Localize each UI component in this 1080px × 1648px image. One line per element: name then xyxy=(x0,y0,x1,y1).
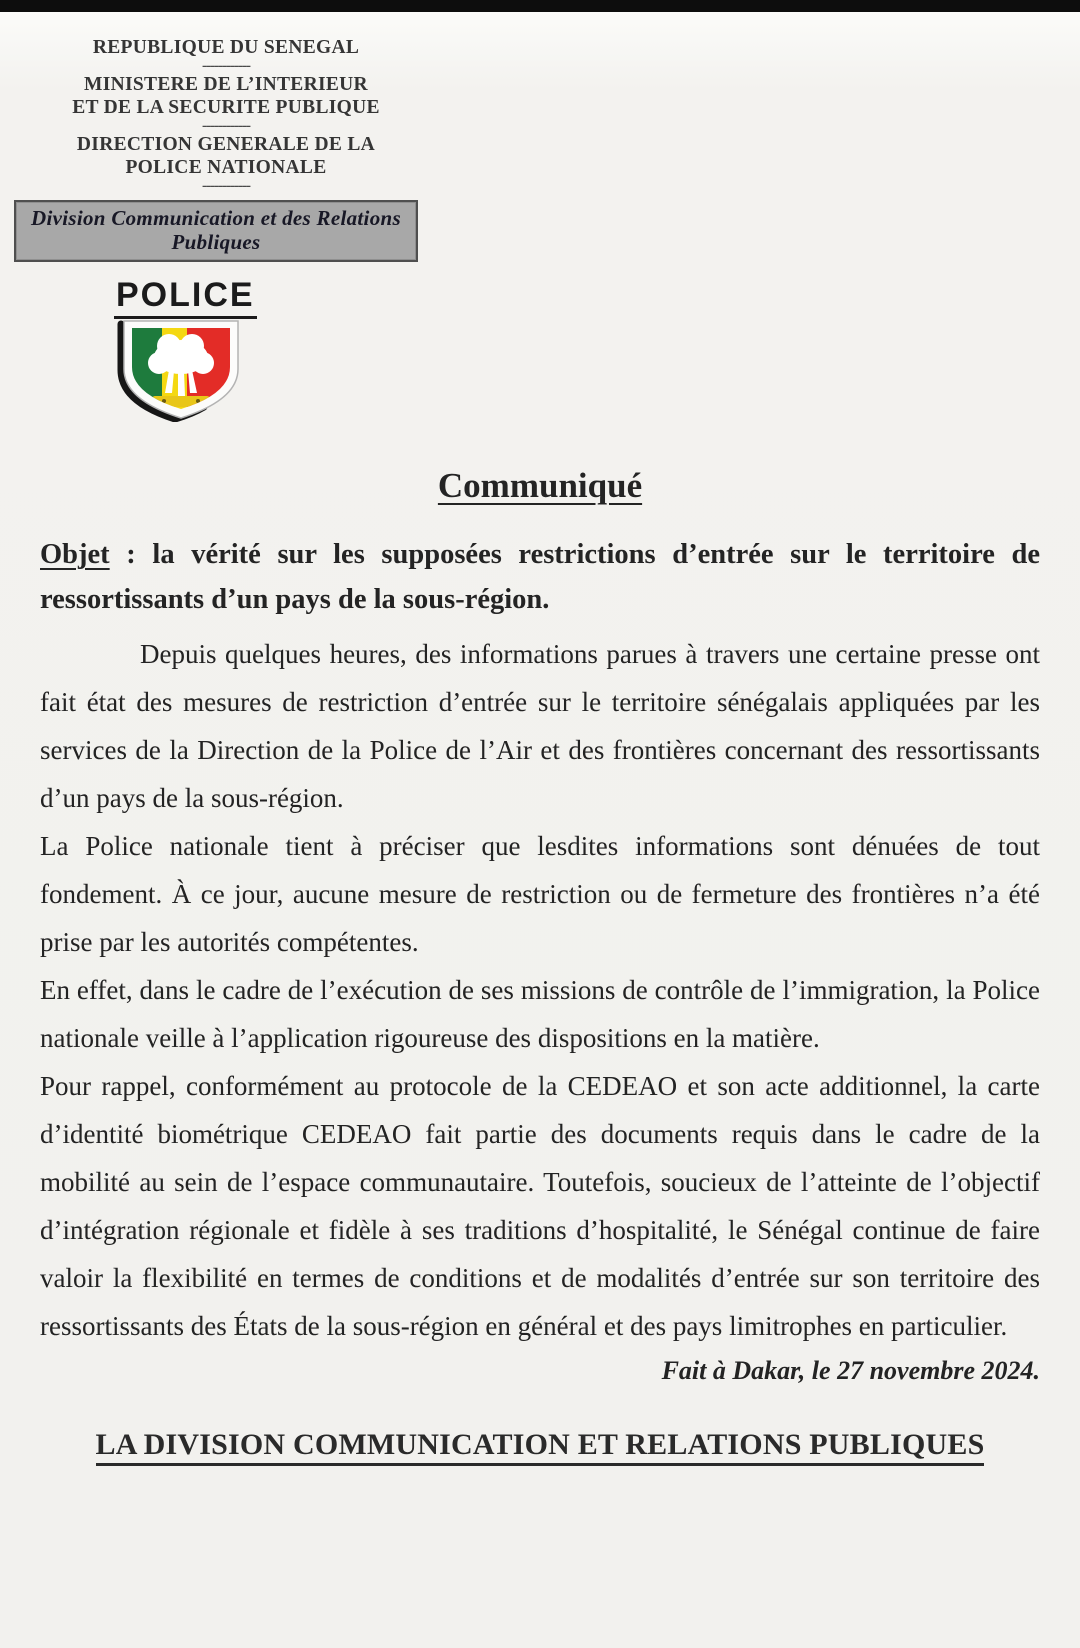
communique-title: Communiqué xyxy=(437,466,643,505)
body-paragraph-3: En effet, dans le cadre de l’exécution de ses missions de contrôle de l’immigration, la Police nationale veille à l’application rigoureuse des dispositions en la matière. xyxy=(40,975,1040,1053)
subject-line xyxy=(40,532,1040,622)
letterhead-ministry-line2: ET DE LA SECURITE PUBLIQUE xyxy=(72,97,380,118)
scan-top-bar xyxy=(0,0,1080,12)
police-wordmark: POLICE xyxy=(114,276,257,319)
dateline: Fait à Dakar, le 27 novembre 2024. xyxy=(661,1356,1040,1385)
signature-line: LA DIVISION COMMUNICATION ET RELATIONS PUBLIQUES xyxy=(40,1428,1040,1462)
letterhead-direction-line2: POLICE NATIONALE xyxy=(125,157,327,178)
body-paragraph-4: Pour rappel, conformément au protocole de la CEDEAO et son acte additionnel, la carte d’identité biométrique CEDEAO fait partie des documents requis dans le cadre de la mobilité au sein de l’espace communautaire. Toutefois, soucieux de l’atteinte de l’objectif d’intégration régionale et fidèle à ses traditions d’hospitalité, le Sénégal continue de faire valoir la flexibilité en termes de conditions et de modalités d’entrée sur son territoire des ressortissants des États de la sous-région en général et des pays limitrophes en particulier. xyxy=(40,1071,1040,1341)
body-paragraph-2: La Police nationale tient à préciser que lesdites informations sont dénuées de tout fondement. À ce jour, aucune mesure de restriction ou de fermeture des frontières n’a été prise par les autorités compétentes. xyxy=(40,831,1040,957)
letterhead-republic: REPUBLIQUE DU SENEGAL xyxy=(92,37,360,58)
dashed-separator: ------------ xyxy=(202,118,250,134)
letterhead-direction-line1: DIRECTION GENERALE DE LA xyxy=(76,134,376,155)
body-paragraph-1: Depuis quelques heures, des informations parues à travers une certaine presse ont fait état des mesures de restriction d’entrée sur le territoire sénégalais appliquées par les services de la Direction de la Police de l’Air et des frontières concernant des ressortissants d’un pays de la sous-région. xyxy=(40,639,1040,813)
dashed-separator: ------------ xyxy=(202,178,250,194)
letterhead xyxy=(31,36,412,262)
subject-text: : la vérité sur les supposées restrictions d’entrée sur le territoire de ressortissants d’un pays de la sous-région. xyxy=(40,539,1040,615)
letterhead-ministry-line1: MINISTERE DE L’INTERIEUR xyxy=(84,74,368,95)
division-banner: Division Communication et des Relations Publiques xyxy=(14,200,418,262)
subject-label: Objet xyxy=(40,539,110,570)
dashed-separator: ------------ xyxy=(202,58,250,74)
police-shield-icon xyxy=(112,320,250,422)
document-body xyxy=(40,630,1040,1350)
police-logo xyxy=(110,276,260,422)
document-page xyxy=(0,36,1080,1462)
